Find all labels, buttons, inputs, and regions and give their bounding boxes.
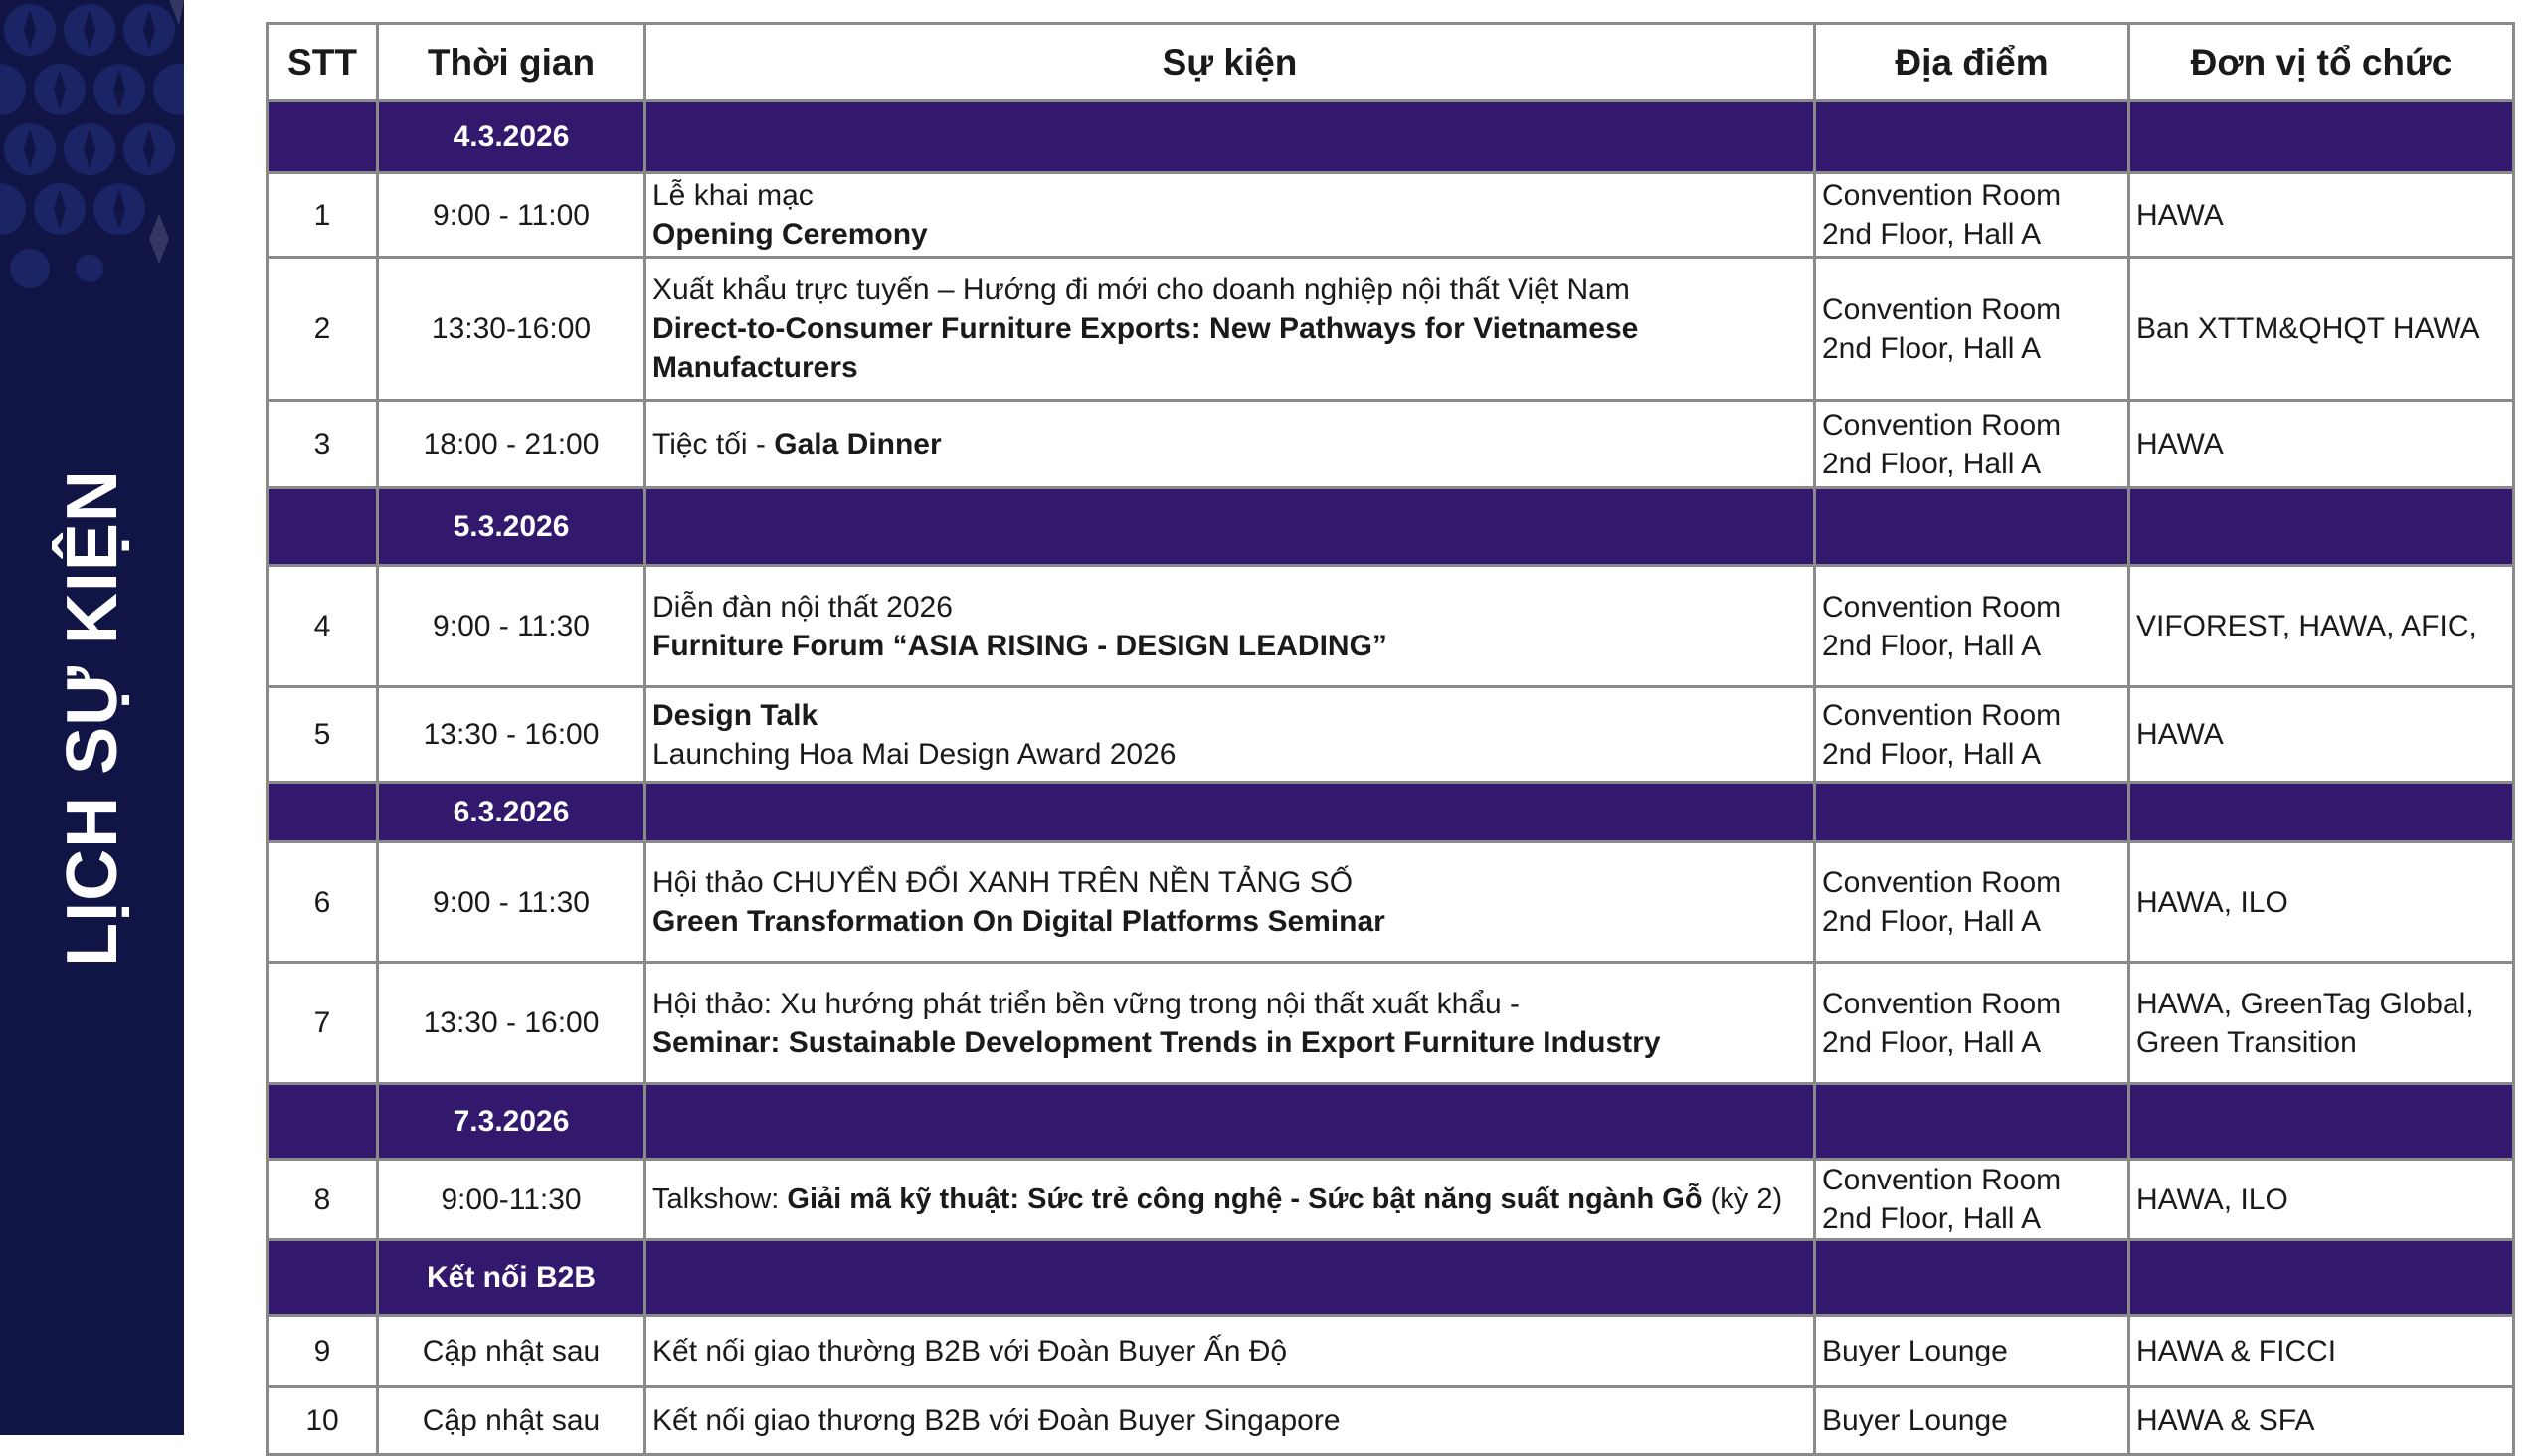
row-event bbox=[645, 258, 1815, 401]
row-venue bbox=[1815, 401, 2129, 488]
row-event bbox=[645, 173, 1815, 258]
venue-line: Convention Room bbox=[1822, 590, 2062, 624]
event-prefix: Tiệc tối - bbox=[652, 428, 775, 460]
row-event: Kết nối giao thương B2B với Đoàn Buyer Singapore bbox=[645, 1387, 1815, 1455]
venue-line: 2nd Floor, Hall A bbox=[1822, 629, 2042, 662]
table-row bbox=[268, 687, 2514, 783]
row-organizer: Ban XTTM&QHQT HAWA bbox=[2129, 258, 2514, 401]
event-title-vi: Hội thảo CHUYỂN ĐỔI XANH TRÊN NỀN TẢNG SỐ bbox=[652, 866, 1354, 899]
sidebar-title-wrap bbox=[0, 199, 184, 1236]
venue-line: Convention Room bbox=[1822, 987, 2062, 1020]
organizer-line: HAWA, GreenTag Global, bbox=[2136, 987, 2474, 1020]
row-stt: 2 bbox=[268, 258, 378, 401]
date-row bbox=[268, 783, 2514, 842]
venue-line: 2nd Floor, Hall A bbox=[1822, 905, 2042, 938]
date-label: Kết nối B2B bbox=[378, 1240, 645, 1316]
row-stt: 3 bbox=[268, 401, 378, 488]
row-organizer bbox=[2129, 963, 2514, 1084]
event-title-vi: Lễ khai mạc bbox=[652, 179, 814, 212]
row-organizer: VIFOREST, HAWA, AFIC, bbox=[2129, 566, 2514, 687]
row-time: 13:30 - 16:00 bbox=[378, 963, 645, 1084]
row-event bbox=[645, 566, 1815, 687]
row-organizer: HAWA bbox=[2129, 687, 2514, 783]
row-venue bbox=[1815, 1160, 2129, 1240]
sidebar-title: LỊCH SỰ KIỆN bbox=[52, 468, 132, 967]
date-row bbox=[268, 101, 2514, 173]
row-venue bbox=[1815, 687, 2129, 783]
event-title-en: Opening Ceremony bbox=[652, 218, 928, 251]
row-venue bbox=[1815, 173, 2129, 258]
row-time: Cập nhật sau bbox=[378, 1316, 645, 1387]
row-event bbox=[645, 1160, 1815, 1240]
event-title-vi: Hội thảo: Xu hướng phát triển bền vững trong nội thất xuất khẩu - bbox=[652, 987, 1521, 1020]
date-label: 4.3.2026 bbox=[378, 101, 645, 173]
header-organizer: Đơn vị tổ chức bbox=[2129, 24, 2514, 101]
row-time: 13:30 - 16:00 bbox=[378, 687, 645, 783]
date-row bbox=[268, 1084, 2514, 1160]
header-stt: STT bbox=[268, 24, 378, 101]
row-organizer: HAWA & FICCI bbox=[2129, 1316, 2514, 1387]
row-stt: 6 bbox=[268, 842, 378, 963]
event-prefix: Talkshow: bbox=[652, 1183, 788, 1215]
row-venue bbox=[1815, 258, 2129, 401]
row-event: Kết nối giao thường B2B với Đoàn Buyer Ấn Độ bbox=[645, 1316, 1815, 1387]
row-time: 9:00 - 11:00 bbox=[378, 173, 645, 258]
table-row bbox=[268, 566, 2514, 687]
row-time: 9:00-11:30 bbox=[378, 1160, 645, 1240]
table-row bbox=[268, 258, 2514, 401]
event-title-vi: Giải mã kỹ thuật: Sức trẻ công nghệ - Sức bật năng suất ngành Gỗ bbox=[787, 1183, 1703, 1215]
row-stt: 10 bbox=[268, 1387, 378, 1455]
event-suffix: (kỳ 2) bbox=[1702, 1183, 1783, 1215]
date-label: 5.3.2026 bbox=[378, 488, 645, 566]
table-row bbox=[268, 842, 2514, 963]
event-title-en: Direct-to-Consumer Furniture Exports: New Pathways for Vietnamese Manufacturers bbox=[652, 312, 1639, 384]
venue-line: 2nd Floor, Hall A bbox=[1822, 331, 2042, 365]
row-time: 13:30-16:00 bbox=[378, 258, 645, 401]
header-venue: Địa điểm bbox=[1815, 24, 2129, 101]
header-row bbox=[268, 24, 2514, 101]
row-organizer: HAWA bbox=[2129, 401, 2514, 488]
row-time: Cập nhật sau bbox=[378, 1387, 645, 1455]
row-organizer: HAWA, ILO bbox=[2129, 1160, 2514, 1240]
date-label: 7.3.2026 bbox=[378, 1084, 645, 1160]
venue-line: 2nd Floor, Hall A bbox=[1822, 447, 2042, 480]
table-row bbox=[268, 401, 2514, 488]
header-event: Sự kiện bbox=[645, 24, 1815, 101]
row-organizer: HAWA bbox=[2129, 173, 2514, 258]
row-event bbox=[645, 842, 1815, 963]
row-event bbox=[645, 687, 1815, 783]
event-title-en: Design Talk bbox=[652, 698, 818, 732]
row-time: 9:00 - 11:30 bbox=[378, 566, 645, 687]
venue-line: Convention Room bbox=[1822, 698, 2062, 732]
row-organizer: HAWA, ILO bbox=[2129, 842, 2514, 963]
organizer-line: Green Transition bbox=[2136, 1025, 2357, 1059]
date-row bbox=[268, 1240, 2514, 1316]
row-organizer: HAWA & SFA bbox=[2129, 1387, 2514, 1455]
venue-line: 2nd Floor, Hall A bbox=[1822, 737, 2042, 771]
row-stt: 4 bbox=[268, 566, 378, 687]
event-title-en: Green Transformation On Digital Platforms Seminar bbox=[652, 905, 1385, 938]
row-venue bbox=[1815, 842, 2129, 963]
row-stt: 1 bbox=[268, 173, 378, 258]
event-title-vi: Diễn đàn nội thất 2026 bbox=[652, 590, 953, 624]
date-label: 6.3.2026 bbox=[378, 783, 645, 842]
table-row bbox=[268, 1160, 2514, 1240]
row-time: 18:00 - 21:00 bbox=[378, 401, 645, 488]
table-row bbox=[268, 1387, 2514, 1455]
row-stt: 7 bbox=[268, 963, 378, 1084]
header-time: Thời gian bbox=[378, 24, 645, 101]
sidebar-panel bbox=[0, 0, 184, 1435]
row-event bbox=[645, 401, 1815, 488]
row-venue: Buyer Lounge bbox=[1815, 1387, 2129, 1455]
date-row bbox=[268, 488, 2514, 566]
venue-line: Convention Room bbox=[1822, 1164, 2062, 1196]
venue-line: 2nd Floor, Hall A bbox=[1822, 1202, 2042, 1235]
venue-line: 2nd Floor, Hall A bbox=[1822, 1025, 2042, 1059]
row-stt: 5 bbox=[268, 687, 378, 783]
schedule-table bbox=[266, 22, 2515, 1456]
event-title-en: Furniture Forum “ASIA RISING - DESIGN LEADING” bbox=[652, 629, 1387, 662]
venue-line: 2nd Floor, Hall A bbox=[1822, 218, 2042, 251]
row-time: 9:00 - 11:30 bbox=[378, 842, 645, 963]
venue-line: Convention Room bbox=[1822, 179, 2062, 212]
venue-line: Convention Room bbox=[1822, 866, 2062, 899]
row-venue: Buyer Lounge bbox=[1815, 1316, 2129, 1387]
row-venue bbox=[1815, 963, 2129, 1084]
venue-line: Convention Room bbox=[1822, 408, 2062, 442]
row-venue bbox=[1815, 566, 2129, 687]
row-stt: 8 bbox=[268, 1160, 378, 1240]
venue-line: Convention Room bbox=[1822, 292, 2062, 326]
table-row bbox=[268, 1316, 2514, 1387]
event-title-vi: Xuất khẩu trực tuyến – Hướng đi mới cho doanh nghiệp nội thất Việt Nam bbox=[652, 273, 1630, 306]
row-event bbox=[645, 963, 1815, 1084]
event-title-en: Gala Dinner bbox=[774, 428, 942, 460]
table-row bbox=[268, 963, 2514, 1084]
event-title-vi: Launching Hoa Mai Design Award 2026 bbox=[652, 737, 1177, 771]
table-row bbox=[268, 173, 2514, 258]
event-title-en: Seminar: Sustainable Development Trends in Export Furniture Industry bbox=[652, 1025, 1661, 1059]
row-stt: 9 bbox=[268, 1316, 378, 1387]
